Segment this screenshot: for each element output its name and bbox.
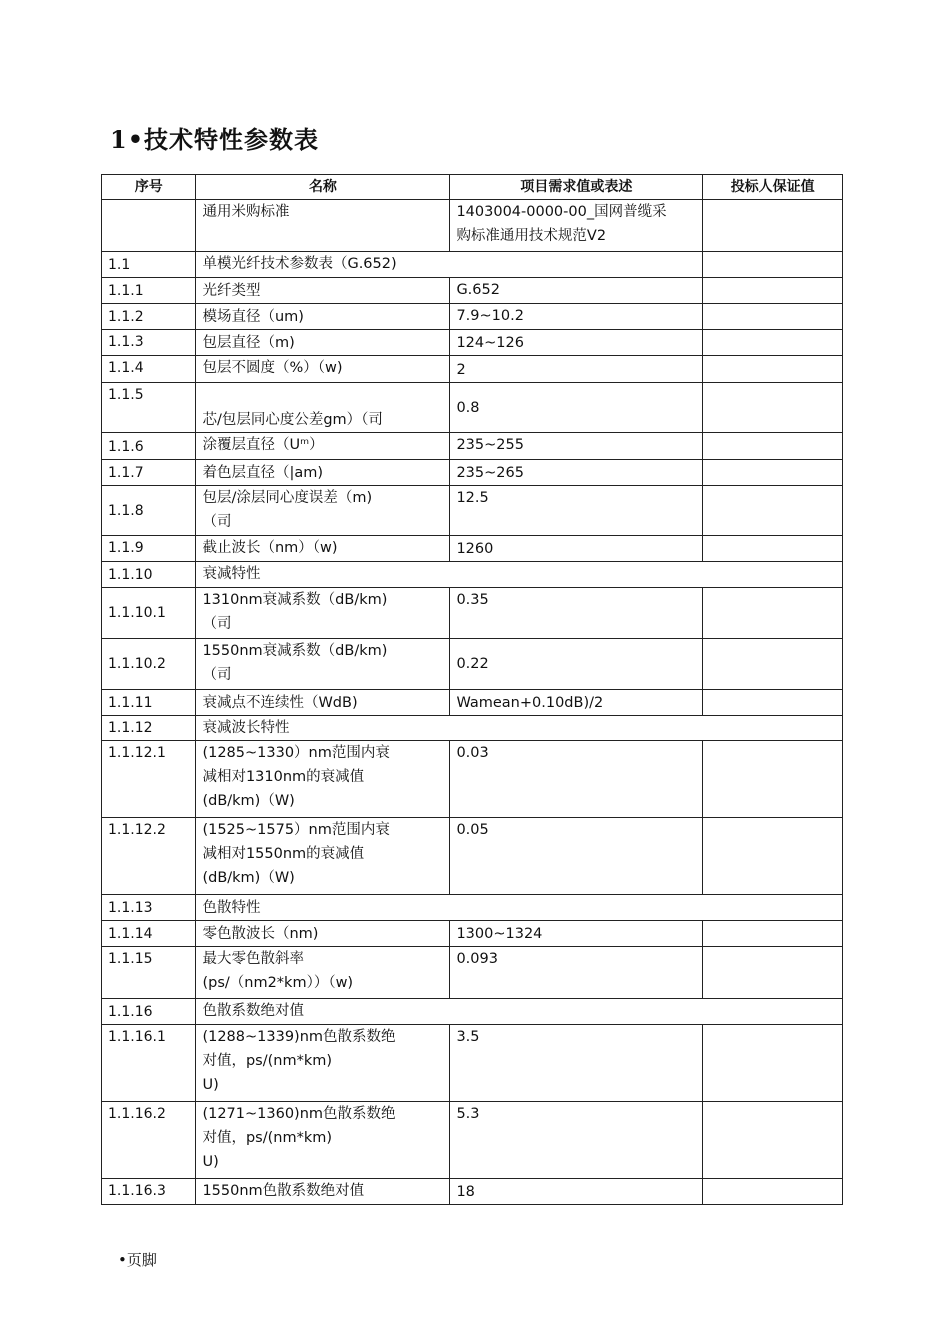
- row-name: 单模光纤技术参数表（G.652): [196, 252, 703, 278]
- table-row: [102, 999, 843, 1025]
- row-value: 235~265: [450, 460, 703, 486]
- header-no: 序号: [102, 175, 196, 200]
- row-no: 1.1.16.3: [102, 1179, 196, 1205]
- row-value: 1260: [450, 536, 703, 562]
- table-row: [102, 921, 843, 947]
- row-guarantee: [703, 536, 843, 562]
- row-name: 1310nm衰减系数（dB/km) （司: [196, 588, 450, 639]
- table-row: [102, 818, 843, 895]
- row-name: 衰减波长特性: [196, 716, 843, 741]
- row-no: 1.1.16.1: [102, 1025, 196, 1102]
- header-value: 项目需求值或表述: [450, 175, 703, 200]
- row-name: 色散特性: [196, 895, 843, 921]
- row-no: 1.1.11: [102, 690, 196, 716]
- row-no: 1.1.6: [102, 433, 196, 460]
- table-row: [102, 639, 843, 690]
- row-name: 光纤类型: [196, 278, 450, 304]
- row-no: [102, 200, 196, 252]
- table-row: [102, 304, 843, 330]
- row-guarantee: [703, 741, 843, 818]
- row-name: 着色层直径（|am): [196, 460, 450, 486]
- row-value: 7.9~10.2: [450, 304, 703, 330]
- row-value: 0.8: [450, 383, 703, 433]
- row-guarantee: [703, 639, 843, 690]
- row-no: 1.1.4: [102, 356, 196, 383]
- table-row: [102, 1025, 843, 1102]
- table-row: [102, 252, 843, 278]
- table-row: [102, 588, 843, 639]
- table-row: [102, 716, 843, 741]
- row-name: 涂覆层直径（Uᵐ）: [196, 433, 450, 460]
- row-guarantee: [703, 588, 843, 639]
- row-name: 芯/包层同心度公差gm）（司: [196, 383, 450, 433]
- page-title: 1•技术特性参数表: [110, 125, 320, 154]
- row-name: 1550nm色散系数绝对值: [196, 1179, 450, 1205]
- row-guarantee: [703, 486, 843, 536]
- row-no: 1.1.7: [102, 460, 196, 486]
- row-value: 5.3: [450, 1102, 703, 1179]
- header-name: 名称: [196, 175, 450, 200]
- row-name: 通用米购标准: [196, 200, 450, 252]
- row-no: 1.1.2: [102, 304, 196, 330]
- row-name: 零色散波长（nm): [196, 921, 450, 947]
- row-value: 0.35: [450, 588, 703, 639]
- row-value: 0.03: [450, 741, 703, 818]
- header-guarantee: 投标人保证值: [703, 175, 843, 200]
- row-no: 1.1.16.2: [102, 1102, 196, 1179]
- row-no: 1.1.16: [102, 999, 196, 1025]
- table-row: [102, 741, 843, 818]
- row-value: 0.22: [450, 639, 703, 690]
- row-name: 包层/涂层同心度误差（m) （司: [196, 486, 450, 536]
- table-row: [102, 1102, 843, 1179]
- row-no: 1.1.13: [102, 895, 196, 921]
- row-guarantee: [703, 1025, 843, 1102]
- row-value: G.652: [450, 278, 703, 304]
- table-row: [102, 200, 843, 252]
- table-row: [102, 1179, 843, 1205]
- row-no: 1.1.12.1: [102, 741, 196, 818]
- table-header-row: [102, 175, 843, 200]
- row-guarantee: [703, 1102, 843, 1179]
- row-no: 1.1: [102, 252, 196, 278]
- row-value: 1300~1324: [450, 921, 703, 947]
- row-name: (1525~1575）nm范围内衰 减相对1550nm的衰减值 (dB/km)（W): [196, 818, 450, 895]
- row-no: 1.1.9: [102, 536, 196, 562]
- row-value: 235~255: [450, 433, 703, 460]
- table-row: [102, 330, 843, 356]
- row-no: 1.1.14: [102, 921, 196, 947]
- row-value: 2: [450, 356, 703, 383]
- table-row: [102, 433, 843, 460]
- row-name: 包层不圆度（%）（w): [196, 356, 450, 383]
- row-guarantee: [703, 433, 843, 460]
- row-name: (1271~1360)nm色散系数绝 对值，ps/(nm*km) U): [196, 1102, 450, 1179]
- row-guarantee: [703, 200, 843, 252]
- row-name: (1285~1330）nm范围内衰 减相对1310nm的衰减值 (dB/km)（W): [196, 741, 450, 818]
- row-value: 1403004-0000-00_国网普缆采 购标准通用技术规范V2: [450, 200, 703, 252]
- table-row: [102, 690, 843, 716]
- row-name: 包层直径（m): [196, 330, 450, 356]
- row-name: 截止波长（nm）（w): [196, 536, 450, 562]
- row-guarantee: [703, 330, 843, 356]
- row-no: 1.1.15: [102, 947, 196, 999]
- table-row: [102, 947, 843, 999]
- row-no: 1.1.10.1: [102, 588, 196, 639]
- row-value: Wamean+0.10dB)/2: [450, 690, 703, 716]
- row-name: 模场直径（um): [196, 304, 450, 330]
- row-name: 色散系数绝对值: [196, 999, 843, 1025]
- row-guarantee: [703, 278, 843, 304]
- table-row: [102, 278, 843, 304]
- row-guarantee: [703, 947, 843, 999]
- row-name: 衰减特性: [196, 562, 843, 588]
- row-no: 1.1.1: [102, 278, 196, 304]
- spec-table: [101, 174, 843, 1205]
- row-value: 3.5: [450, 1025, 703, 1102]
- row-name: 衰减点不连续性（WdB): [196, 690, 450, 716]
- row-guarantee: [703, 690, 843, 716]
- row-guarantee: [703, 252, 843, 278]
- row-no: 1.1.5: [102, 383, 196, 433]
- row-value: 124~126: [450, 330, 703, 356]
- row-value: 12.5: [450, 486, 703, 536]
- page-footer: •页脚: [118, 1251, 157, 1269]
- table-row: [102, 486, 843, 536]
- row-guarantee: [703, 1179, 843, 1205]
- row-no: 1.1.3: [102, 330, 196, 356]
- row-value: 0.05: [450, 818, 703, 895]
- row-no: 1.1.12.2: [102, 818, 196, 895]
- row-name: 1550nm衰减系数（dB/km) （司: [196, 639, 450, 690]
- table-row: [102, 356, 843, 383]
- row-guarantee: [703, 304, 843, 330]
- table-row: [102, 562, 843, 588]
- row-value: 0.093: [450, 947, 703, 999]
- row-guarantee: [703, 818, 843, 895]
- row-value: 18: [450, 1179, 703, 1205]
- table-row: [102, 460, 843, 486]
- table-row: [102, 895, 843, 921]
- row-guarantee: [703, 921, 843, 947]
- row-guarantee: [703, 383, 843, 433]
- row-no: 1.1.8: [102, 486, 196, 536]
- row-name: (1288~1339)nm色散系数绝 对值，ps/(nm*km) U): [196, 1025, 450, 1102]
- row-no: 1.1.10: [102, 562, 196, 588]
- row-name: 最大零色散斜率 (ps/（nm2*km））（w): [196, 947, 450, 999]
- row-guarantee: [703, 356, 843, 383]
- row-guarantee: [703, 460, 843, 486]
- table-row: [102, 383, 843, 433]
- table-row: [102, 536, 843, 562]
- row-no: 1.1.10.2: [102, 639, 196, 690]
- row-no: 1.1.12: [102, 716, 196, 741]
